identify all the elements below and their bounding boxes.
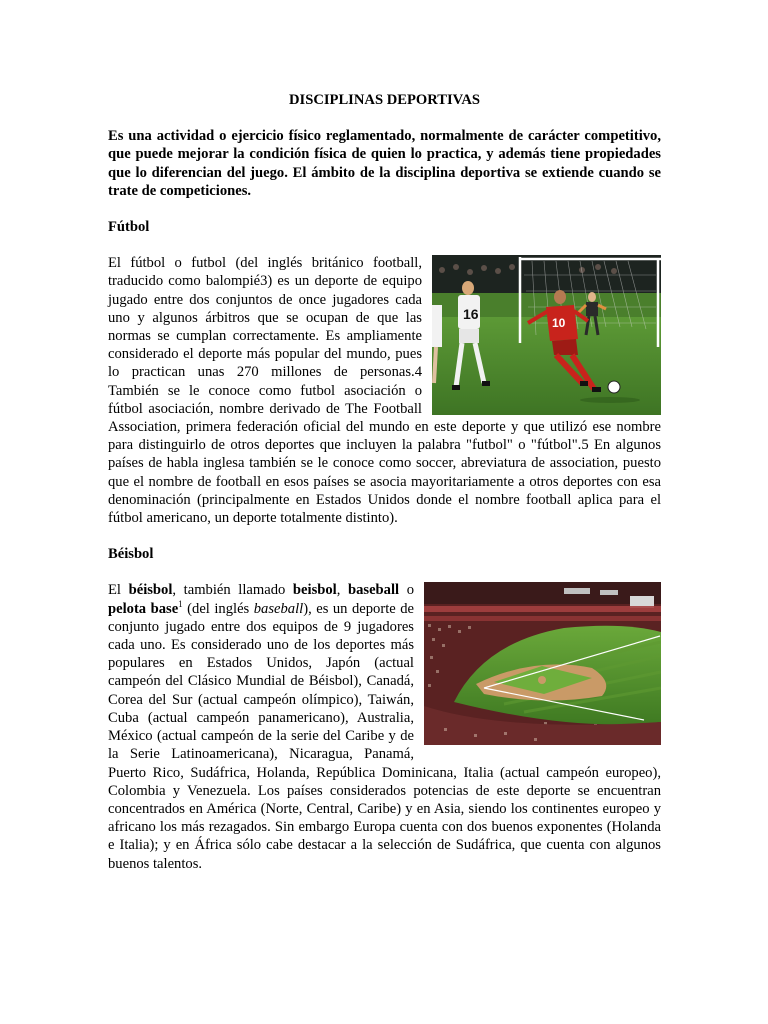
beisbol-section <box>108 581 661 872</box>
futbol-heading: Fútbol <box>108 219 150 236</box>
futbol-section <box>108 254 661 527</box>
document-title: DISCIPLINAS DEPORTIVAS <box>288 92 480 108</box>
soccer-photo <box>432 255 661 415</box>
beisbol-paragraph: El béisbol, también llamado beisbol, baseball o pelota base$^1$ (del inglés baseball), es un deporte de conjunto jugado entre dos equipos de 9 jugadores cada uno. Es considerado uno de los deportes más populares en Estados Unidos, Japón (actual campeón del Clásico Mundial de Béisbol), Canadá, Corea del Sur (actual campeón olímpico), Taiwán, Cuba (actual campeón panamericano), Australia, México (actual campeón de la serie del Caribe y de la Serie Latinoamericana), Nicaragua, Panamá, Puerto Rico, Sudáfrica, Holanda, República Dominicana, Italia (actual campeón europeo), Colombia y Venezuela. Los países considerados potencias de este deporte se encuentran concentrados en América (Norte, Central, Caribe) y en Asia, siendo los continentes europeo y africano los más rezagados. Sin embargo Europa cuenta con dos buenos exponentes (Holanda e Italia); y en África sólo cabe destacar a la selección de Sudáfrica, que cuenta con algunos buenos talentos. <box>108 582 661 872</box>
soccer-ball <box>608 381 620 393</box>
baseball-stadium-photo <box>424 582 661 745</box>
svg-text:16: 16 <box>463 306 479 323</box>
intro-paragraph: Es una actividad o ejercicio físico reglamentado, normalmente de carácter competitivo, que puede mejorar la condición física de quien lo practica, y además tiene propiedades que lo diferencian del juego. El ámbito de la disciplina deportiva se extiende cuando se trate de competiciones. <box>108 128 661 199</box>
svg-text:10: 10 <box>552 316 566 331</box>
beisbol-heading: Béisbol <box>108 546 154 563</box>
futbol-paragraph: El fútbol o futbol (del inglés británico football, traducido como balompié3) es un deporte de equipo jugado entre dos conjuntos de once jugadores cada uno y algunos árbitros que se ocupan de que las normas se cumplan correctamente. Es ampliamente considerado el deporte más popular del mundo, pues lo practican unas 270 millones de personas.4 También se le conoce como futbol asociación o fútbol asociación, nombre derivado de The Football Association, primera federación oficial del mundo en este deporte y que utilizó ese nombre para distinguirlo de otros deportes que incluyen la palabra "futbol" o "fútbol".5 En algunos países de habla inglesa también se le conoce como soccer, abreviatura de association, puesto que el nombre de football en esos países se asocia mayoritariamente a otros deportes con esa denominación (principalmente en Estados Unidos donde el nombre football aplica para el fútbol americano, un deporte totalmente distinto). <box>108 255 661 527</box>
document-body <box>108 91 661 891</box>
